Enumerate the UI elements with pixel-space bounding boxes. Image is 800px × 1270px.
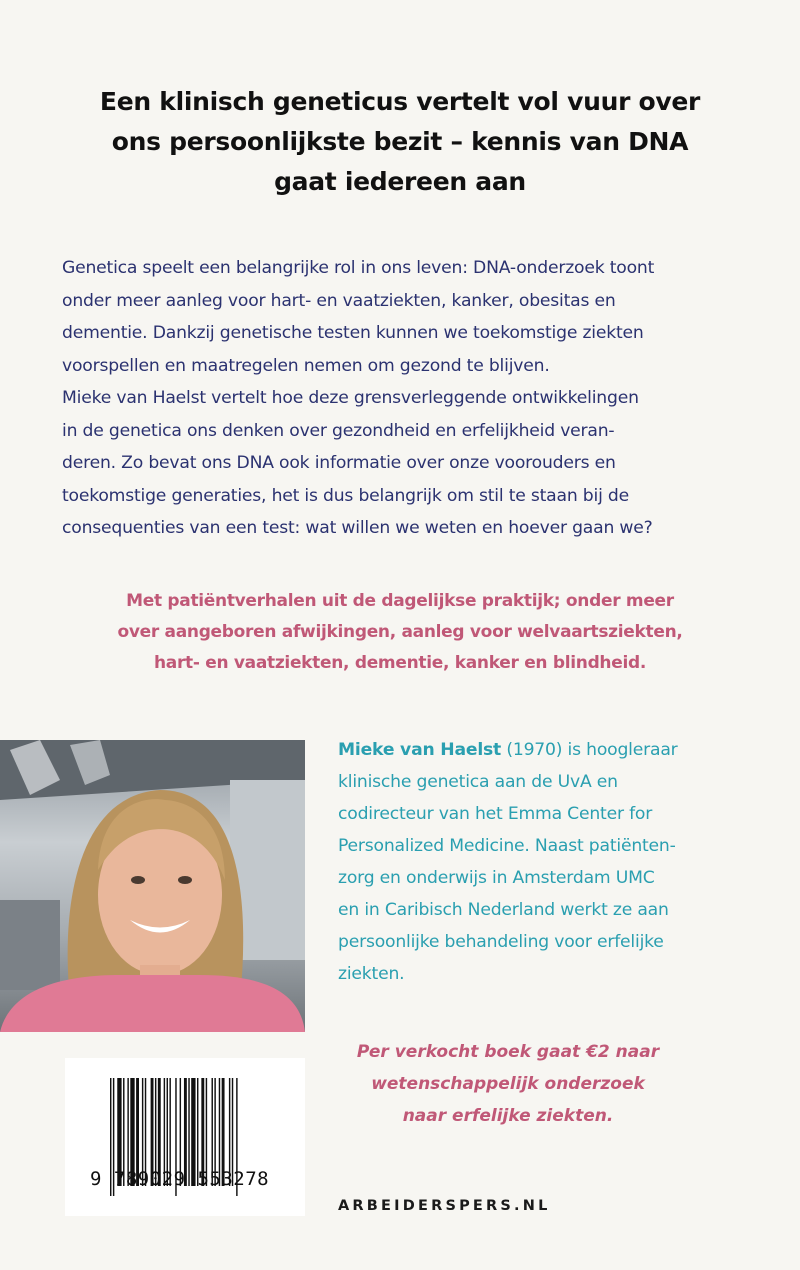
blurb-line: deren. Zo bevat ons DNA ook informatie over onze voorouders en	[62, 453, 616, 473]
blurb-line: toekomstige generaties, het is dus belangrijk om stil te staan bij de	[62, 485, 630, 506]
blurb-line: onder meer aanleg voor hart- en vaatziekten, kanker, obesitas en	[62, 290, 616, 311]
blurb-line: dementie. Dankzij genetische testen kunnen we toekomstige ziekten	[62, 323, 644, 343]
highlight-line: hart- en vaatziekten, dementie, kanker en blindheid.	[153, 653, 647, 673]
headline-line: gaat iedereen aan	[274, 167, 526, 196]
headline-line: ons persoonlijkste bezit – kennis van DNA	[111, 127, 689, 156]
highlight-line: Met patiëntverhalen uit de dagelijkse praktijk; onder meer	[126, 591, 674, 611]
isbn-number: 9 789029 553278	[90, 1168, 270, 1190]
blurb-line: in de genetica ons denken over gezondheid en erfelijkheid veran-	[62, 420, 615, 441]
headline-line: Een klinisch geneticus vertelt vol vuur over	[99, 87, 701, 116]
author-bio-line: klinische genetica aan de UvA en	[338, 772, 618, 792]
highlight-text	[0, 586, 800, 679]
blurb-line: Genetica speelt een belangrijke rol in ons leven: DNA-onderzoek toont	[62, 258, 655, 278]
blurb-line: Mieke van Haelst vertelt hoe deze grensverleggende ontwikkelingen	[62, 388, 639, 408]
headline	[0, 82, 800, 202]
donation-note	[338, 1036, 678, 1132]
publisher-url: ARBEIDERSPERS.NL	[338, 1198, 551, 1214]
blurb-line: consequenties van een test: wat willen we weten en hoever gaan we?	[62, 518, 653, 538]
author-bio-text: (1970) is hoogleraar	[501, 740, 678, 760]
author-name: Mieke van Haelst	[338, 740, 502, 760]
donation-line: Per verkocht boek gaat €2 naar	[356, 1042, 660, 1062]
author-bio-first-line	[338, 734, 778, 766]
author-bio-line: en in Caribisch Nederland werkt ze aan	[338, 900, 669, 920]
highlight-line: over aangeboren afwijkingen, aanleg voor welvaartsziekten,	[117, 622, 683, 642]
author-bio	[338, 734, 778, 990]
blurb-line: voorspellen en maatregelen nemen om gezond te blijven.	[62, 355, 550, 376]
author-bio-line: Personalized Medicine. Naast patiënten-	[338, 836, 676, 856]
author-photo	[0, 740, 305, 1032]
isbn-barcode	[65, 1058, 305, 1216]
author-portrait-image	[0, 740, 305, 1032]
donation-line: naar erfelijke ziekten.	[402, 1106, 614, 1126]
author-bio-line: persoonlijke behandeling voor erfelijke	[338, 932, 664, 952]
author-bio-line: ziekten.	[338, 964, 405, 984]
author-bio-line: codirecteur van het Emma Center for	[338, 804, 653, 824]
blurb	[62, 252, 762, 545]
author-bio-line: zorg en onderwijs in Amsterdam UMC	[338, 868, 655, 888]
donation-line: wetenschappelijk onderzoek	[371, 1074, 645, 1094]
